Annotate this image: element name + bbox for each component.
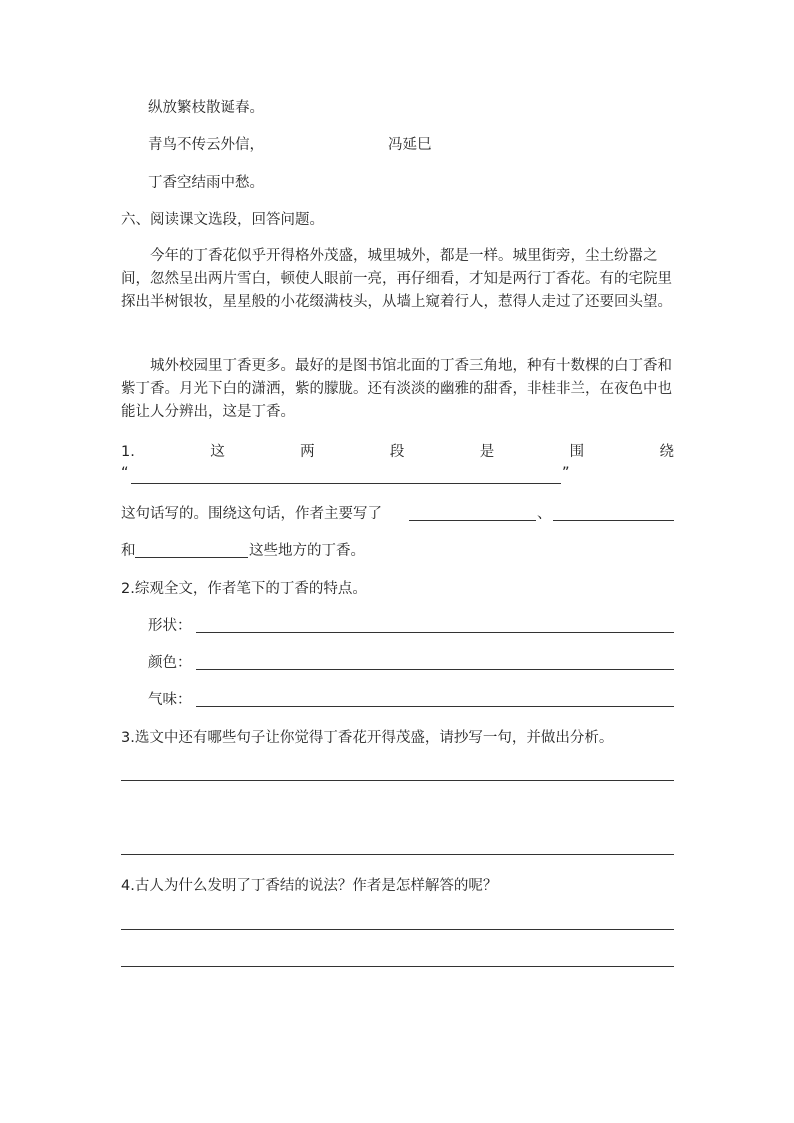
q2-color-label: 颜色： xyxy=(148,655,192,671)
q1-answer-blank-2[interactable] xyxy=(553,520,674,521)
passage-paragraph-1: 今年的丁香花似乎开得格外茂盛，城里城外，都是一样。城里街旁，尘土纷嚣之间，忽然呈出两片雪白，顿使人眼前一亮，再仔细看，才知是两行丁香花。有的宅院里探出半树银妆，星星般的小花缀满枝头，从墙上窥着行人，惹得人走过了还要回头望。 xyxy=(121,248,672,310)
q1-word: 围 xyxy=(569,444,585,460)
q1-line-1 xyxy=(121,442,674,462)
q3-answer-line-1[interactable] xyxy=(121,780,674,781)
q1-line-2-text: 这句话写的。围绕这句话，作者主要写了 xyxy=(121,506,382,522)
q2-text: 2.综观全文，作者笔下的丁香的特点。 xyxy=(121,581,367,597)
q1-close-quote: ” xyxy=(562,465,570,481)
q3-text: 3.选文中还有哪些句子让你觉得丁香花开得茂盛，请抄写一句，并做出分析。 xyxy=(121,730,614,746)
q3-answer-line-2[interactable] xyxy=(121,854,674,855)
q4-answer-line-2[interactable] xyxy=(121,966,674,967)
q2-smell-answer-line[interactable] xyxy=(196,706,674,707)
q4-answer-line-1[interactable] xyxy=(121,929,674,930)
q1-line-3-start: 和 xyxy=(121,543,136,559)
q1-number: 1. xyxy=(121,444,135,460)
q2-smell-label: 气味： xyxy=(148,692,192,708)
q1-open-quote: “ xyxy=(121,465,129,481)
q1-word: 两 xyxy=(300,444,315,460)
q1-word: 这 xyxy=(210,444,225,460)
section-title: 六、阅读课文选段，回答问题。 xyxy=(121,212,324,228)
q1-word: 是 xyxy=(479,444,495,460)
q2-shape-label: 形状： xyxy=(148,618,192,634)
q1-word: 段 xyxy=(389,444,405,460)
q1-answer-blank-3[interactable] xyxy=(135,557,248,558)
q1-answer-blank-1[interactable] xyxy=(409,520,536,521)
poem-line-1: 纵放繁枝散诞春。 xyxy=(148,100,264,116)
q1-word: 绕 xyxy=(659,444,674,460)
q1-separator: 、 xyxy=(537,506,552,522)
poem-line-3: 丁香空结雨中愁。 xyxy=(148,175,264,191)
q1-answer-blank-quote[interactable] xyxy=(131,483,561,484)
q4-text: 4.古人为什么发明了丁香结的说法？作者是怎样解答的呢？ xyxy=(121,878,498,894)
passage-paragraph-2: 城外校园里丁香更多。最好的是图书馆北面的丁香三角地，种有十数棵的白丁香和紫丁香。月光下白的潇洒，紫的朦胧。还有淡淡的幽雅的甜香，非桂非兰，在夜色中也能让人分辨出，这是丁香。 xyxy=(121,358,672,420)
q1-line-3-end: 这些地方的丁香。 xyxy=(249,543,365,559)
q2-shape-answer-line[interactable] xyxy=(196,632,674,633)
q2-color-answer-line[interactable] xyxy=(196,669,674,670)
poem-author: 冯延巳 xyxy=(388,137,432,153)
poem-line-2: 青鸟不传云外信， xyxy=(148,137,264,153)
